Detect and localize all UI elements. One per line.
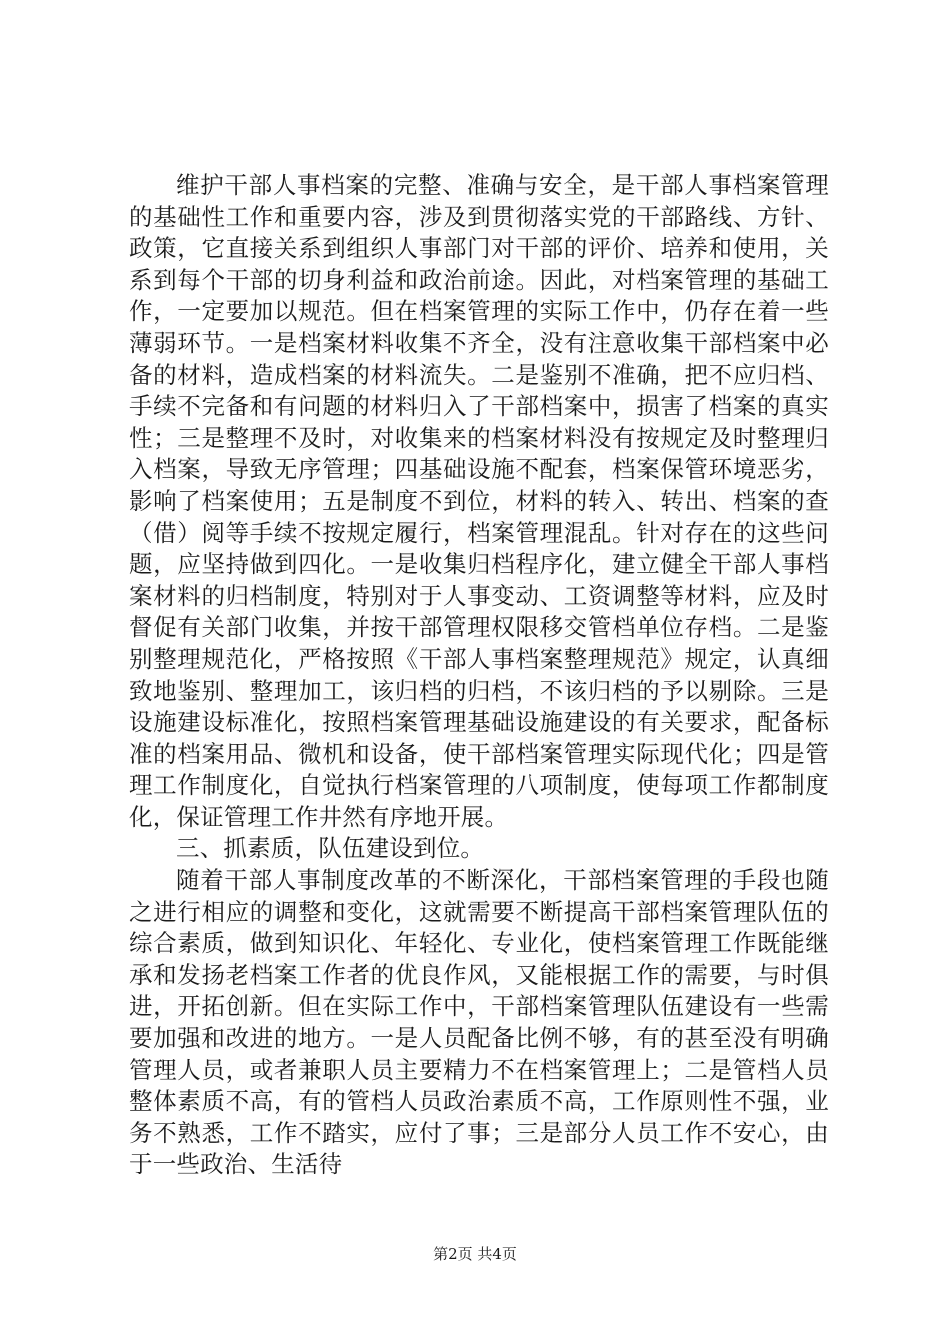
document-body [129,170,829,1181]
body-paragraph-2: 随着干部人事制度改革的不断深化，干部档案管理的手段也随之进行相应的调整和变化，这就需要不断提高干部档案管理队伍的综合素质，做到知识化、年轻化、专业化，使档案管理工作既能继承和发扬老档案工作者的优良作风，又能根据工作的需要，与时俱进，开拓创新。但在实际工作中，干部档案管理队伍建设有一些需要加强和改进的地方。一是人员配备比例不够，有的甚至没有明确管理人员，或者兼职人员主要精力不在档案管理上；二是管档人员整体素质不高，有的管档人员政治素质不高，工作原则性不强，业务不熟悉，工作不踏实，应付了事；三是部分人员工作不安心，由于一些政治、生活待 [129,866,829,1179]
page-number-indicator: 第2页 共4页 [433,1245,517,1263]
section-heading-3: 三、抓素质，队伍建设到位。 [176,834,485,863]
page-footer [0,1244,950,1264]
body-paragraph-1: 维护干部人事档案的完整、准确与安全，是干部人事档案管理的基础性工作和重要内容，涉及到贯彻落实党的干部路线、方针、政策，它直接关系到组织人事部门对干部的评价、培养和使用，关系到每个干部的切身利益和政治前途。因此，对档案管理的基础工作，一定要加以规范。但在档案管理的实际工作中，仍存在着一些薄弱环节。一是档案材料收集不齐全，没有注意收集干部档案中必备的材料，造成档案的材料流失。二是鉴别不准确，把不应归档、手续不完备和有问题的材料归入了干部档案中，损害了档案的真实性；三是整理不及时，对收集来的档案材料没有按规定及时整理归入档案，导致无序管理；四基础设施不配套，档案保管环境恶劣，影响了档案使用；五是制度不到位，材料的转入、转出、档案的查（借）阅等手续不按规定履行，档案管理混乱。针对存在的这些问题，应坚持做到四化。一是收集归档程序化，建立健全干部人事档案材料的归档制度，特别对于人事变动、工资调整等材料，应及时督促有关部门收集，并按干部管理权限移交管档单位存档。二是鉴别整理规范化，严格按照《干部人事档案整理规范》规定，认真细致地鉴别、整理加工，该归档的归档，不该归档的予以剔除。三是设施建设标准化，按照档案管理基础设施建设的有关要求，配备标准的档案用品、微机和设备，使干部档案管理实际现代化；四是管理工作制度化，自觉执行档案管理的八项制度，使每项工作都制度化，保证管理工作井然有序地开展。 [129,171,829,831]
